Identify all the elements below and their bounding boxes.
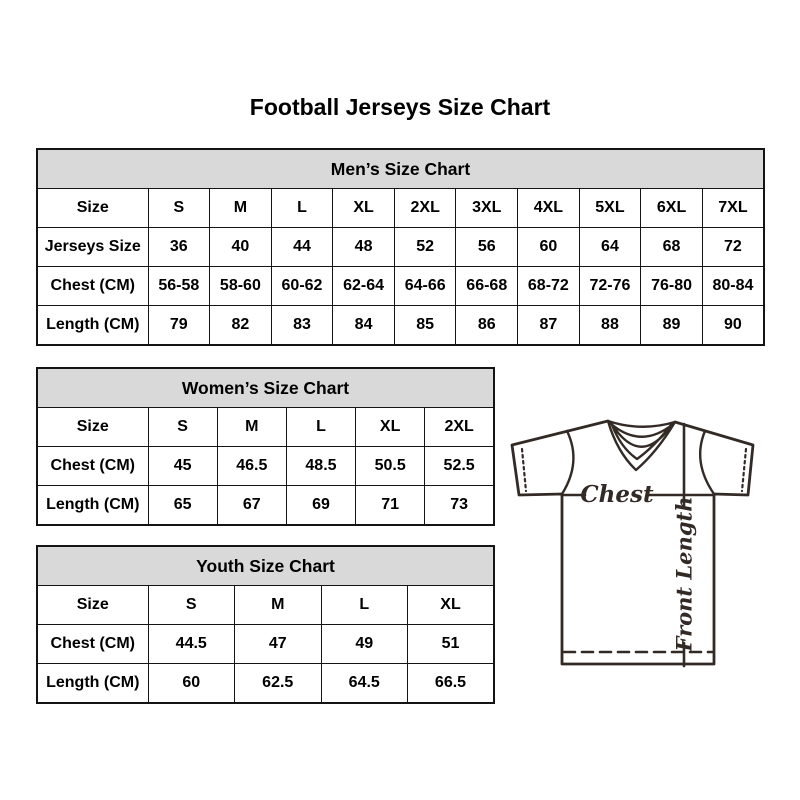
value-cell: 52 — [394, 228, 456, 267]
value-cell: XL — [333, 189, 395, 228]
value-cell: 84 — [333, 306, 395, 346]
value-cell: 50.5 — [356, 447, 425, 486]
value-cell: 87 — [518, 306, 580, 346]
value-cell: 66.5 — [408, 664, 495, 704]
jersey-collar — [608, 421, 675, 470]
armhole-seam-left — [562, 431, 573, 494]
value-cell: 47 — [235, 625, 322, 664]
value-cell: 36 — [148, 228, 210, 267]
value-cell: 90 — [702, 306, 764, 346]
value-cell: 67 — [217, 486, 286, 526]
value-cell: 69 — [286, 486, 355, 526]
womens-size-table — [36, 367, 495, 526]
value-cell: 44.5 — [148, 625, 235, 664]
armhole-seam-right — [700, 431, 714, 494]
value-cell: 66-68 — [456, 267, 518, 306]
value-cell: 4XL — [518, 189, 580, 228]
mens-size-table — [36, 148, 765, 346]
value-cell: 85 — [394, 306, 456, 346]
value-cell: 48 — [333, 228, 395, 267]
value-cell: 6XL — [641, 189, 703, 228]
table-title: Youth Size Chart — [37, 546, 494, 586]
table-row — [37, 267, 764, 306]
sleeve-cuff-stitch-right — [742, 449, 746, 491]
table-row — [37, 306, 764, 346]
table-title: Women’s Size Chart — [37, 368, 494, 408]
value-cell: 56-58 — [148, 267, 210, 306]
value-cell: L — [271, 189, 333, 228]
value-cell: 72-76 — [579, 267, 641, 306]
jersey-outline — [512, 421, 753, 664]
value-cell: 71 — [356, 486, 425, 526]
table-row — [37, 408, 494, 447]
table-title-row — [37, 368, 494, 408]
row-header-cell: Length (CM) — [37, 486, 148, 526]
table-row — [37, 228, 764, 267]
value-cell: M — [235, 586, 322, 625]
value-cell: 40 — [210, 228, 272, 267]
value-cell: 60 — [148, 664, 235, 704]
value-cell: 79 — [148, 306, 210, 346]
table-row — [37, 625, 494, 664]
value-cell: L — [286, 408, 355, 447]
value-cell: 60 — [518, 228, 580, 267]
value-cell: 48.5 — [286, 447, 355, 486]
chest-label: Chest — [580, 481, 654, 508]
row-header-cell: Length (CM) — [37, 306, 148, 346]
value-cell: 82 — [210, 306, 272, 346]
row-header-cell: Jerseys Size — [37, 228, 148, 267]
value-cell: 7XL — [702, 189, 764, 228]
value-cell: 80-84 — [702, 267, 764, 306]
sleeve-cuff-stitch-left — [522, 449, 526, 491]
value-cell: S — [148, 586, 235, 625]
value-cell: 83 — [271, 306, 333, 346]
value-cell: 56 — [456, 228, 518, 267]
value-cell: 62.5 — [235, 664, 322, 704]
table-title: Men’s Size Chart — [37, 149, 764, 189]
page-title: Football Jerseys Size Chart — [249, 94, 551, 120]
value-cell: 68-72 — [518, 267, 580, 306]
value-cell: 49 — [321, 625, 408, 664]
row-header-cell: Size — [37, 408, 148, 447]
value-cell: 60-62 — [271, 267, 333, 306]
youth-size-table — [36, 545, 495, 704]
row-header-cell: Chest (CM) — [37, 625, 148, 664]
value-cell: 64 — [579, 228, 641, 267]
value-cell: XL — [356, 408, 425, 447]
value-cell: M — [210, 189, 272, 228]
front-length-label: Front Length — [671, 496, 697, 652]
value-cell: 3XL — [456, 189, 518, 228]
table-row — [37, 447, 494, 486]
row-header-cell: Size — [37, 586, 148, 625]
value-cell: 45 — [148, 447, 217, 486]
value-cell: 2XL — [425, 408, 494, 447]
value-cell: 5XL — [579, 189, 641, 228]
table-title-row — [37, 149, 764, 189]
value-cell: 44 — [271, 228, 333, 267]
value-cell: 72 — [702, 228, 764, 267]
value-cell: 89 — [641, 306, 703, 346]
table-row — [37, 664, 494, 704]
value-cell: 88 — [579, 306, 641, 346]
value-cell: 2XL — [394, 189, 456, 228]
value-cell: 52.5 — [425, 447, 494, 486]
table-title-row — [37, 546, 494, 586]
value-cell: 64-66 — [394, 267, 456, 306]
value-cell: 46.5 — [217, 447, 286, 486]
value-cell: L — [321, 586, 408, 625]
value-cell: S — [148, 189, 210, 228]
table-row — [37, 189, 764, 228]
table-row — [37, 586, 494, 625]
value-cell: 73 — [425, 486, 494, 526]
value-cell: 64.5 — [321, 664, 408, 704]
value-cell: 76-80 — [641, 267, 703, 306]
value-cell: 65 — [148, 486, 217, 526]
value-cell: 86 — [456, 306, 518, 346]
value-cell: 62-64 — [333, 267, 395, 306]
jersey-measurement-diagram — [505, 412, 767, 680]
value-cell: 51 — [408, 625, 495, 664]
value-cell: 58-60 — [210, 267, 272, 306]
value-cell: 68 — [641, 228, 703, 267]
row-header-cell: Length (CM) — [37, 664, 148, 704]
row-header-cell: Chest (CM) — [37, 447, 148, 486]
row-header-cell: Chest (CM) — [37, 267, 148, 306]
row-header-cell: Size — [37, 189, 148, 228]
value-cell: XL — [408, 586, 495, 625]
table-row — [37, 486, 494, 526]
value-cell: S — [148, 408, 217, 447]
value-cell: M — [217, 408, 286, 447]
